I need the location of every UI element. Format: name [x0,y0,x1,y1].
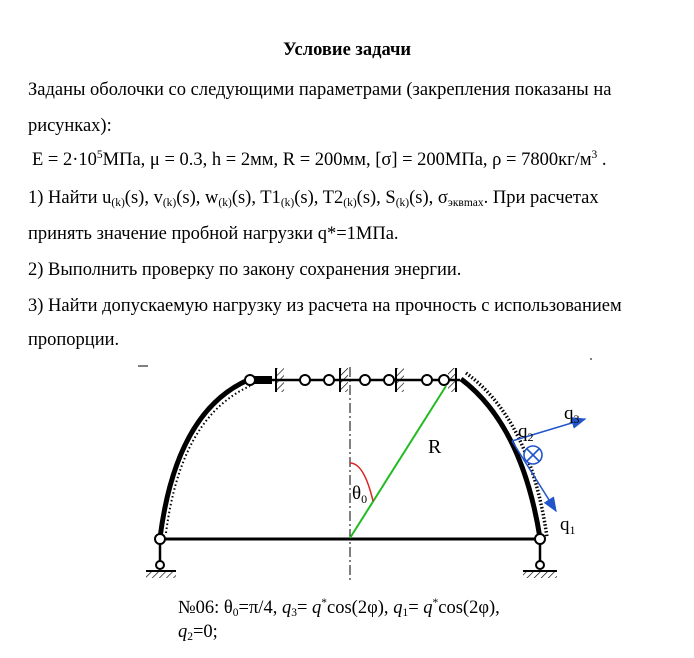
task-2-line: 2) Выполнить проверку по закону сохранения энергии. [28,260,462,280]
q2-label: $q_2$ [518,421,534,444]
page-title: Условие задачи [282,40,412,60]
right-pin-support [523,534,557,578]
parameters-line: $E = 2\cdot 10^5МПа$, μ = 0.3, h = 2мм, R = 200мм, [σ] = 200МПа, $\rho = 7800кг/м^3$ . [32,149,607,170]
shell-left [160,380,248,538]
variant-caption-line-2: $q_2=0$; [178,622,218,643]
radius-label: R [428,436,442,458]
left-pin-support [146,534,176,578]
theta-label: $\theta_0$ [352,483,368,506]
variant-caption-line-1: №06: $\theta_0=\pi/4$, $q_3= q^*\cos(2\varphi)$, $q_1= q^*\cos(2\varphi)$, [178,597,500,619]
left-top-block [254,376,272,384]
q3-label: $q_3$ [564,403,580,426]
task-3-line-2: пропорции. [28,330,120,350]
task-1-line-1: 1) Найти $u_{(k)}(s)$, $v_{(k)}(s)$, $w_{(k)}(s)$, $T1_{(k)}(s)$, $T2_{(k)}(s)$, $S_{(k)}(s)$, $\sigma_{эквmax}$. При расчетах [28,188,599,209]
task-1-line-2: принять значение пробной нагрузки q*=1МПа. [28,224,399,244]
intro-line-1: Заданы оболочки со следующими параметрами (закрепления показаны на [28,80,612,100]
task-3-line-1: 3) Найти допускаемую нагрузку из расчета на прочность с использованием [28,296,622,316]
intro-line-2: рисунках): [28,116,112,136]
q2-symbol [524,446,542,464]
radius-line [350,386,446,538]
shell-diagram [0,355,694,595]
q1-label: $q_1$ [560,514,576,537]
